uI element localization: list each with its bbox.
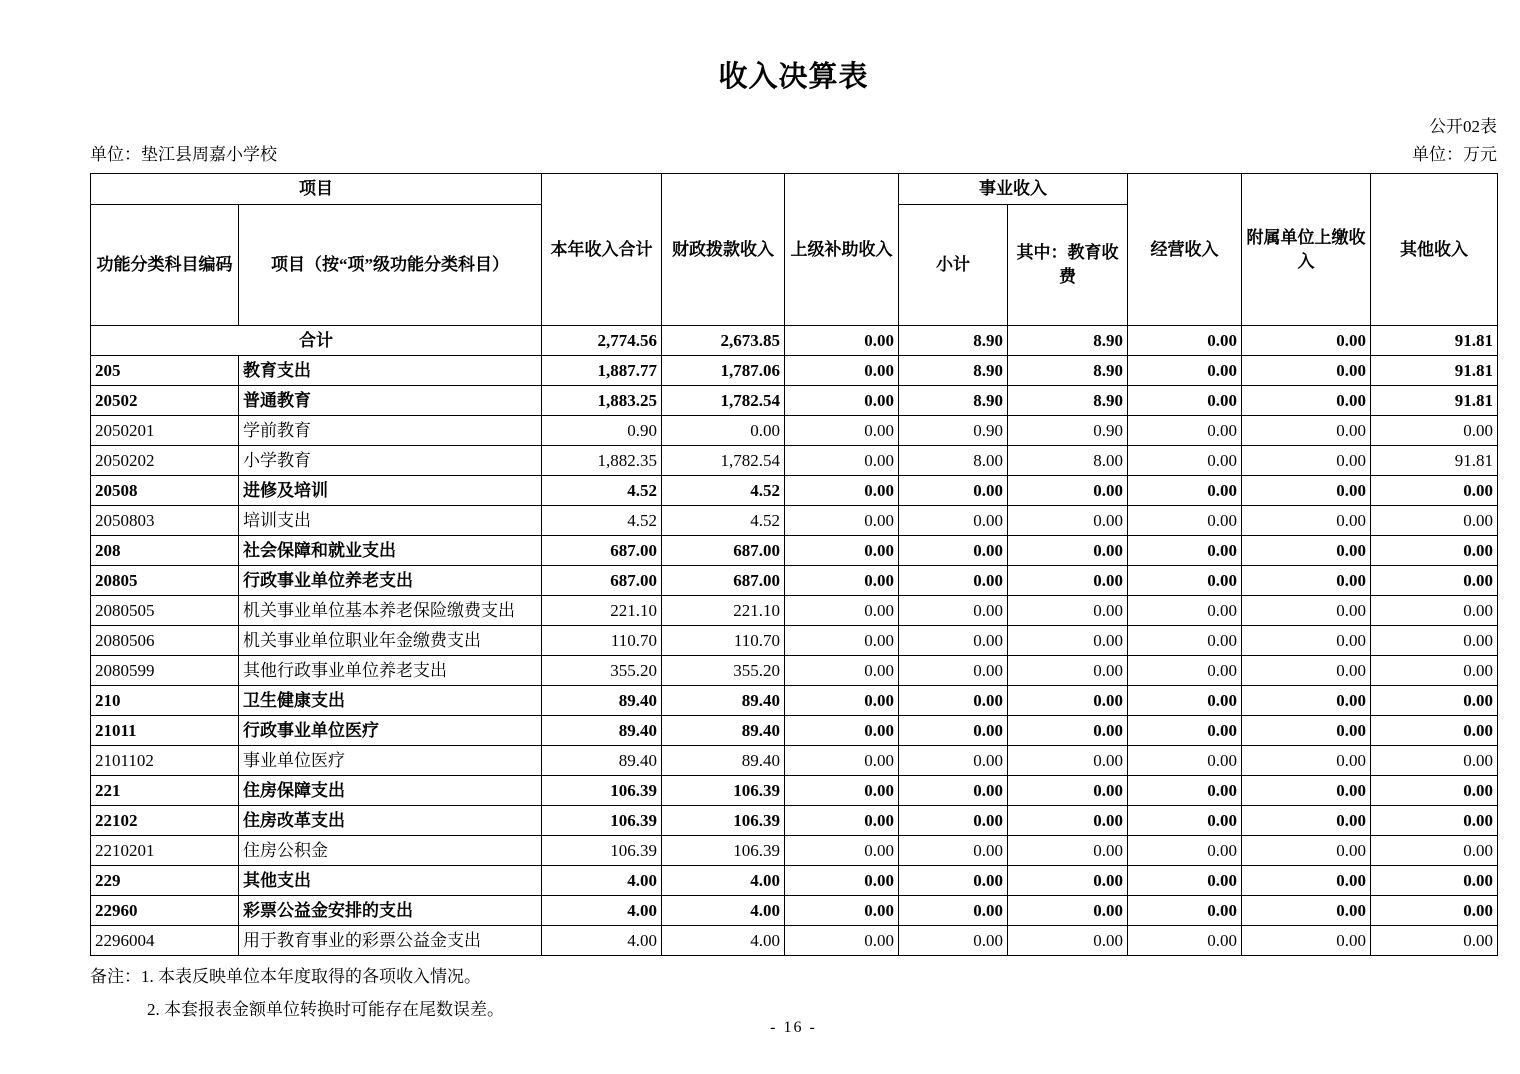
- row-value: 0.00: [785, 656, 899, 686]
- row-project-name: 其他行政事业单位养老支出: [239, 656, 542, 686]
- table-row: [91, 446, 1498, 476]
- row-value: 0.00: [1128, 356, 1242, 386]
- table-row: [91, 746, 1498, 776]
- row-value: 0.00: [1242, 326, 1371, 356]
- row-project-name: 学前教育: [239, 416, 542, 446]
- row-project-name: 行政事业单位医疗: [239, 716, 542, 746]
- form-label: 公开02表: [1429, 117, 1497, 136]
- row-value: 1,883.25: [542, 386, 662, 416]
- row-value: 8.00: [1008, 446, 1128, 476]
- row-value: 0.00: [1128, 776, 1242, 806]
- row-code: 20502: [91, 386, 239, 416]
- row-value: 0.00: [785, 536, 899, 566]
- row-value: 0.00: [1128, 536, 1242, 566]
- row-value: 0.00: [1371, 566, 1498, 596]
- row-value: 0.00: [1128, 416, 1242, 446]
- header-row-top: [91, 174, 1498, 205]
- row-value: 0.00: [899, 776, 1008, 806]
- row-value: 0.00: [1008, 866, 1128, 896]
- row-value: 0.00: [1008, 596, 1128, 626]
- row-value: 221.10: [662, 596, 785, 626]
- row-value: 4.00: [662, 866, 785, 896]
- table-row: [91, 656, 1498, 686]
- row-value: 4.52: [542, 506, 662, 536]
- row-value: 0.00: [785, 506, 899, 536]
- row-value: 0.00: [899, 926, 1008, 956]
- notes: [90, 965, 1497, 1022]
- row-project-name: 住房改革支出: [239, 806, 542, 836]
- row-value: 0.00: [785, 866, 899, 896]
- row-value: 687.00: [542, 536, 662, 566]
- row-value: 89.40: [662, 716, 785, 746]
- row-value: 0.00: [1128, 806, 1242, 836]
- row-value: 0.00: [1371, 686, 1498, 716]
- row-value: 0.00: [1242, 926, 1371, 956]
- row-code: 22102: [91, 806, 239, 836]
- row-project-name: 机关事业单位职业年金缴费支出: [239, 626, 542, 656]
- row-value: 91.81: [1371, 446, 1498, 476]
- row-value: 1,782.54: [662, 446, 785, 476]
- row-value: 0.00: [1128, 686, 1242, 716]
- row-value: 1,887.77: [542, 356, 662, 386]
- row-project-name: 彩票公益金安排的支出: [239, 896, 542, 926]
- row-value: 687.00: [662, 536, 785, 566]
- table-row: [91, 866, 1498, 896]
- row-value: 0.00: [899, 716, 1008, 746]
- row-value: 0.00: [1371, 416, 1498, 446]
- table-row: [91, 476, 1498, 506]
- row-value: 0.00: [1008, 926, 1128, 956]
- row-value: 0.00: [1371, 656, 1498, 686]
- row-code: 2050202: [91, 446, 239, 476]
- header-business-income-group: 事业收入: [899, 174, 1128, 205]
- header-project-name: 项目（按“项”级功能分类科目）: [239, 205, 542, 326]
- row-value: 106.39: [542, 806, 662, 836]
- row-value: 0.00: [899, 686, 1008, 716]
- row-value: 0.00: [1242, 416, 1371, 446]
- row-value: 0.00: [1371, 506, 1498, 536]
- row-code: 210: [91, 686, 239, 716]
- row-value: 89.40: [662, 686, 785, 716]
- row-project-name: 卫生健康支出: [239, 686, 542, 716]
- row-value: 0.00: [1371, 836, 1498, 866]
- document-content: [90, 0, 1497, 1022]
- row-value: 4.00: [662, 896, 785, 926]
- row-value: 0.00: [1242, 506, 1371, 536]
- row-value: 0.00: [1008, 896, 1128, 926]
- row-code: 221: [91, 776, 239, 806]
- table-row: [91, 506, 1498, 536]
- row-value: 0.00: [785, 326, 899, 356]
- row-value: 110.70: [662, 626, 785, 656]
- row-value: 1,882.35: [542, 446, 662, 476]
- row-code: 20508: [91, 476, 239, 506]
- row-value: 0.00: [1128, 596, 1242, 626]
- row-value: 1,787.06: [662, 356, 785, 386]
- meta-line: [90, 144, 1497, 165]
- row-value: 2,774.56: [542, 326, 662, 356]
- row-value: 91.81: [1371, 326, 1498, 356]
- header-project-group: 项目: [91, 174, 542, 205]
- table-row: [91, 686, 1498, 716]
- row-value: 0.00: [1008, 746, 1128, 776]
- row-value: 0.00: [785, 476, 899, 506]
- row-value: 0.00: [1008, 536, 1128, 566]
- row-value: 0.00: [785, 416, 899, 446]
- row-value: 0.00: [1008, 476, 1128, 506]
- row-value: 0.00: [1008, 776, 1128, 806]
- page-title: 收入决算表: [718, 61, 869, 93]
- header-year-total: 本年收入合计: [542, 174, 662, 326]
- row-value: 0.00: [1242, 836, 1371, 866]
- row-value: 0.00: [785, 716, 899, 746]
- row-value: 0.00: [1242, 776, 1371, 806]
- unit-name-label: 单位：垫江县周嘉小学校: [90, 145, 277, 164]
- table-row: [91, 596, 1498, 626]
- table-row: [91, 896, 1498, 926]
- note-line-2: 2. 本套报表金额单位转换时可能存在尾数误差。: [147, 1000, 504, 1019]
- row-code: 205: [91, 356, 239, 386]
- table-row: [91, 806, 1498, 836]
- row-value: 355.20: [662, 656, 785, 686]
- row-project-name: 住房公积金: [239, 836, 542, 866]
- row-value: 0.00: [1242, 686, 1371, 716]
- row-code: 20805: [91, 566, 239, 596]
- row-project-name: 培训支出: [239, 506, 542, 536]
- row-value: 0.00: [1128, 656, 1242, 686]
- row-value: 0.00: [785, 926, 899, 956]
- row-value: 8.90: [899, 326, 1008, 356]
- row-value: 0.00: [1242, 656, 1371, 686]
- row-value: 8.00: [899, 446, 1008, 476]
- row-value: 0.00: [1008, 686, 1128, 716]
- row-value: 0.00: [1371, 596, 1498, 626]
- row-value: 106.39: [662, 806, 785, 836]
- row-value: 0.00: [1008, 626, 1128, 656]
- row-value: 1,782.54: [662, 386, 785, 416]
- row-value: 0.90: [1008, 416, 1128, 446]
- row-code: 2101102: [91, 746, 239, 776]
- header-education-fee: 其中：教育收费: [1008, 205, 1128, 326]
- row-value: 0.00: [1128, 866, 1242, 896]
- row-project-name: 住房保障支出: [239, 776, 542, 806]
- table-row: [91, 776, 1498, 806]
- table-row: [91, 836, 1498, 866]
- row-value: 0.00: [1242, 896, 1371, 926]
- row-value: 89.40: [542, 686, 662, 716]
- header-other-income: 其他收入: [1371, 174, 1498, 326]
- row-value: 0.00: [1242, 476, 1371, 506]
- row-value: 0.90: [899, 416, 1008, 446]
- row-value: 89.40: [542, 746, 662, 776]
- row-value: 0.00: [1371, 626, 1498, 656]
- row-value: 0.00: [1128, 446, 1242, 476]
- row-project-name: 教育支出: [239, 356, 542, 386]
- row-value: 0.00: [1128, 506, 1242, 536]
- row-value: 4.00: [542, 926, 662, 956]
- row-project-name: 用于教育事业的彩票公益金支出: [239, 926, 542, 956]
- row-value: 687.00: [662, 566, 785, 596]
- row-project-name: 普通教育: [239, 386, 542, 416]
- row-value: 0.90: [542, 416, 662, 446]
- row-project-name: 社会保障和就业支出: [239, 536, 542, 566]
- table-row: [91, 326, 1498, 356]
- row-value: 0.00: [1242, 386, 1371, 416]
- row-value: 0.00: [785, 596, 899, 626]
- table-body: [91, 326, 1498, 956]
- header-superior-subsidy: 上级补助收入: [785, 174, 899, 326]
- row-value: 0.00: [785, 626, 899, 656]
- row-value: 0.00: [785, 746, 899, 776]
- row-value: 4.52: [662, 476, 785, 506]
- row-value: 0.00: [785, 896, 899, 926]
- row-value: 0.00: [1242, 356, 1371, 386]
- row-project-name: 进修及培训: [239, 476, 542, 506]
- row-value: 0.00: [1371, 896, 1498, 926]
- row-value: 0.00: [1128, 746, 1242, 776]
- row-value: 0.00: [899, 566, 1008, 596]
- row-value: 8.90: [899, 386, 1008, 416]
- row-value: 0.00: [1128, 926, 1242, 956]
- table-row: [91, 536, 1498, 566]
- row-value: 0.00: [785, 446, 899, 476]
- row-value: 0.00: [1128, 566, 1242, 596]
- note-line-1: 备注：1. 本表反映单位本年度取得的各项收入情况。: [90, 967, 481, 986]
- row-value: 0.00: [899, 746, 1008, 776]
- row-value: 0.00: [899, 626, 1008, 656]
- header-subtotal: 小计: [899, 205, 1008, 326]
- table-row: [91, 356, 1498, 386]
- header-operating-income: 经营收入: [1128, 174, 1242, 326]
- row-value: 0.00: [1008, 836, 1128, 866]
- row-value: 0.00: [785, 836, 899, 866]
- row-value: 0.00: [1128, 326, 1242, 356]
- row-value: 0.00: [1128, 836, 1242, 866]
- row-value: 2,673.85: [662, 326, 785, 356]
- row-value: 0.00: [662, 416, 785, 446]
- row-value: 0.00: [1008, 506, 1128, 536]
- row-value: 0.00: [1371, 926, 1498, 956]
- row-value: 687.00: [542, 566, 662, 596]
- row-value: 106.39: [542, 776, 662, 806]
- row-value: 0.00: [1371, 716, 1498, 746]
- row-value: 0.00: [899, 836, 1008, 866]
- row-value: 0.00: [899, 506, 1008, 536]
- row-value: 0.00: [899, 476, 1008, 506]
- row-value: 0.00: [1242, 626, 1371, 656]
- row-value: 106.39: [662, 836, 785, 866]
- row-value: 0.00: [899, 656, 1008, 686]
- row-value: 0.00: [1242, 596, 1371, 626]
- row-value: 0.00: [1128, 386, 1242, 416]
- table-row: [91, 416, 1498, 446]
- row-code: 2210201: [91, 836, 239, 866]
- row-value: 0.00: [1242, 536, 1371, 566]
- row-value: 89.40: [542, 716, 662, 746]
- row-value: 0.00: [1242, 806, 1371, 836]
- row-value: 0.00: [1371, 776, 1498, 806]
- row-value: 4.52: [662, 506, 785, 536]
- row-total-label: 合计: [91, 326, 542, 356]
- header-affiliated-remit: 附属单位上缴收入: [1242, 174, 1371, 326]
- row-value: 106.39: [542, 836, 662, 866]
- row-value: 0.00: [1008, 656, 1128, 686]
- row-code: 2050803: [91, 506, 239, 536]
- table-row: [91, 926, 1498, 956]
- row-value: 0.00: [899, 596, 1008, 626]
- row-value: 4.00: [542, 866, 662, 896]
- revenue-final-accounts-table: [90, 173, 1498, 956]
- row-value: 0.00: [1371, 536, 1498, 566]
- row-value: 0.00: [785, 386, 899, 416]
- row-code: 2080505: [91, 596, 239, 626]
- table-row: [91, 386, 1498, 416]
- row-value: 8.90: [1008, 386, 1128, 416]
- row-value: 0.00: [785, 566, 899, 596]
- header-fiscal-allocation: 财政拨款收入: [662, 174, 785, 326]
- row-value: 4.52: [542, 476, 662, 506]
- row-value: 0.00: [785, 806, 899, 836]
- row-value: 0.00: [1128, 626, 1242, 656]
- row-value: 4.00: [542, 896, 662, 926]
- row-value: 110.70: [542, 626, 662, 656]
- row-value: 8.90: [1008, 326, 1128, 356]
- row-value: 0.00: [1371, 806, 1498, 836]
- row-value: 0.00: [899, 866, 1008, 896]
- row-project-name: 其他支出: [239, 866, 542, 896]
- header-code: 功能分类科目编码: [91, 205, 239, 326]
- row-value: 0.00: [1371, 476, 1498, 506]
- row-project-name: 小学教育: [239, 446, 542, 476]
- row-value: 0.00: [785, 356, 899, 386]
- row-project-name: 行政事业单位养老支出: [239, 566, 542, 596]
- table-row: [91, 716, 1498, 746]
- row-value: 0.00: [899, 536, 1008, 566]
- row-value: 0.00: [899, 806, 1008, 836]
- row-value: 0.00: [1242, 716, 1371, 746]
- row-value: 0.00: [1242, 446, 1371, 476]
- row-value: 0.00: [1008, 716, 1128, 746]
- row-code: 2296004: [91, 926, 239, 956]
- row-value: 0.00: [785, 776, 899, 806]
- unit-currency-label: 单位：万元: [1412, 145, 1497, 164]
- table-header: [91, 174, 1498, 326]
- row-value: 0.00: [1371, 866, 1498, 896]
- row-value: 0.00: [785, 686, 899, 716]
- row-value: 0.00: [1242, 566, 1371, 596]
- row-value: 0.00: [1128, 476, 1242, 506]
- row-value: 0.00: [1128, 716, 1242, 746]
- row-value: 0.00: [1242, 866, 1371, 896]
- row-value: 0.00: [1371, 746, 1498, 776]
- row-value: 8.90: [1008, 356, 1128, 386]
- row-value: 221.10: [542, 596, 662, 626]
- row-code: 2050201: [91, 416, 239, 446]
- row-value: 0.00: [899, 896, 1008, 926]
- row-value: 91.81: [1371, 386, 1498, 416]
- row-code: 21011: [91, 716, 239, 746]
- row-project-name: 事业单位医疗: [239, 746, 542, 776]
- row-value: 4.00: [662, 926, 785, 956]
- row-code: 2080506: [91, 626, 239, 656]
- page-number: - 16 -: [770, 1019, 817, 1036]
- row-value: 0.00: [1242, 746, 1371, 776]
- row-code: 208: [91, 536, 239, 566]
- row-value: 89.40: [662, 746, 785, 776]
- table-row: [91, 566, 1498, 596]
- row-value: 106.39: [662, 776, 785, 806]
- row-code: 229: [91, 866, 239, 896]
- table-row: [91, 626, 1498, 656]
- row-value: 91.81: [1371, 356, 1498, 386]
- row-value: 0.00: [1008, 566, 1128, 596]
- row-project-name: 机关事业单位基本养老保险缴费支出: [239, 596, 542, 626]
- row-value: 0.00: [1008, 806, 1128, 836]
- row-value: 0.00: [1128, 896, 1242, 926]
- row-value: 355.20: [542, 656, 662, 686]
- row-code: 22960: [91, 896, 239, 926]
- row-value: 8.90: [899, 356, 1008, 386]
- row-code: 2080599: [91, 656, 239, 686]
